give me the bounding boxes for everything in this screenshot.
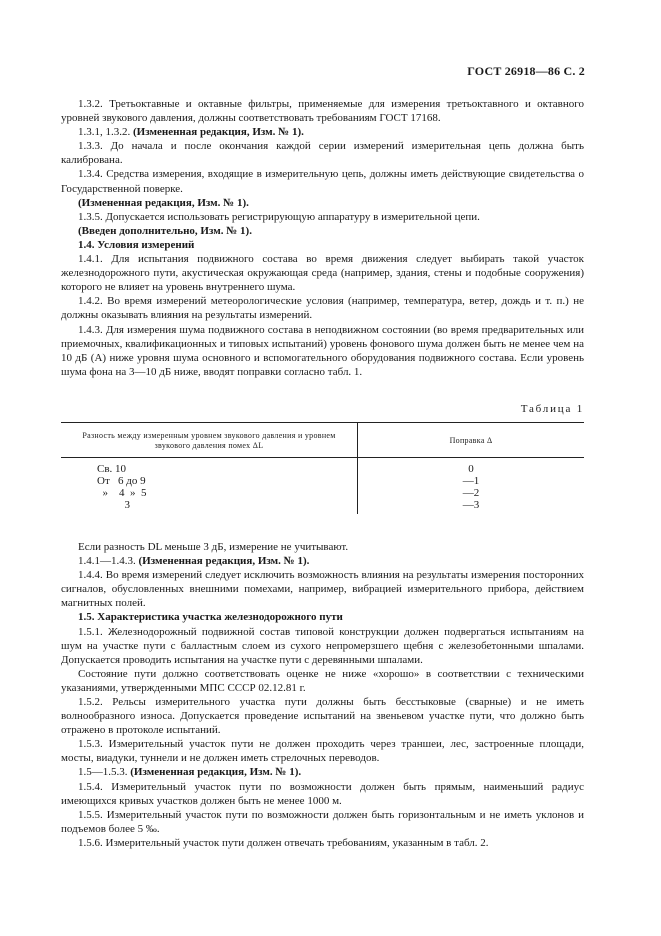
paragraph: 1.5—1.5.3. (Измененная редакция, Изм. № 1). — [78, 766, 302, 779]
paragraph: 1.5.5. Измерительный участок пути по возможности должен быть горизонтальным и не иметь уклонов и подъемов более 5 ‰. — [61, 808, 584, 835]
table-cell-range: Св. 10 — [61, 457, 358, 475]
paragraph: 1.5.6. Измерительный участок пути должен отвечать требованиям, указанным в табл. 2. — [78, 836, 489, 849]
table-header-row — [61, 422, 584, 457]
table-row — [61, 487, 584, 499]
amendment-note: (Измененная редакция, Изм. № 1). — [130, 766, 302, 779]
paragraph: 1.3.2. Третьоктавные и октавные фильтры, применяемые для измерения третьоктавного и октавного уровней звукового давления, должны соответствовать требованиям ГОСТ 17168. — [61, 98, 584, 125]
section-heading: 1.5. Характеристика участка железнодорожного пути — [78, 611, 343, 624]
section-1-4-1-5 — [61, 540, 584, 850]
table-header-difference: Разность между измеренным уровнем звукового давления и уровнем звукового давления помех ΔL — [61, 422, 358, 457]
paragraph: 1.5.3. Измерительный участок пути не должен проходить через траншеи, лес, застроенные площади, мосты, виадуки, туннели и не должен иметь стрелочных переводов. — [61, 738, 584, 765]
section-heading: 1.4. Условия измерений — [78, 238, 195, 251]
paragraph: 1.5.4. Измерительный участок пути по возможности должен быть прямым, наименьший радиус имеющихся кривых участков должен быть не менее 1000 м. — [61, 780, 584, 807]
paragraph: 1.5.2. Рельсы измерительного участка пути должны быть бесстыковые (сварные) и не иметь волнообразного износа. Допускается проведение испытаний на звеньевом участке пути, что должно быть отражено в протоколе испытаний. — [61, 696, 584, 737]
paragraph: 1.4.1. Для испытания подвижного состава во время движения следует выбирать такой участок железнодорожного пути, акустическая окружающая среда (например, здания, стены и подобные сооружения) которого не влияет на уровень внутреннего шума. — [61, 253, 584, 294]
paragraph: 1.4.2. Во время измерений метеорологические условия (например, температура, ветер, дождь и т. п.) не должны оказывать влияния на результаты измерений. — [61, 295, 584, 322]
amendment-note: (Измененная редакция, Изм. № 1). — [133, 126, 304, 139]
table-row — [61, 457, 584, 475]
table-cell-correction: —1 — [462, 474, 480, 487]
amendment-note: (Введен дополнительно, Изм. № 1). — [78, 224, 252, 237]
paragraph: 1.5.1. Железнодорожный подвижной состав типовой конструкции должен подвергаться испытаниям на шум на участке пути с балластным слоем из сухого непромерзшего щебня с железобетонными шпалами. Допускается проводить испытания на участке пути с деревянными шпалами. — [61, 625, 584, 666]
table-cell-correction: —2 — [462, 486, 480, 499]
page-header: ГОСТ 26918—86 С. 2 — [467, 64, 585, 78]
amendment-note: (Измененная редакция, Изм. № 1). — [78, 196, 249, 209]
table-row — [61, 475, 584, 487]
paragraph: Если разность DL меньше 3 дБ, измерение не учитывают. — [78, 540, 349, 553]
document-body — [61, 97, 584, 850]
table-header-correction: Поправка Δ — [449, 435, 493, 445]
paragraph: Состояние пути должно соответствовать оценке не ниже «хорошо» в соответствии с техническими указаниями, утвержденными МПС СССР 02.12.81 г. — [61, 667, 584, 694]
paragraph: 1.4.3. Для измерения шума подвижного состава в неподвижном состоянии (во время предварительных или приемочных, квалификационных и типовых испытаний) уровень фонового шума должен быть не менее чем на 10 дБ (А) ниже уровня шума основного и вспомогательного оборудования подвижного состава. Если уровень шума фона на 3—10 дБ ниже, вводят поправки согласно табл. 1. — [61, 323, 584, 378]
amendment-note: (Измененная редакция, Изм. № 1). — [138, 555, 310, 568]
table-cell-correction: —3 — [462, 498, 480, 511]
paragraph: 1.3.1, 1.3.2. (Измененная редакция, Изм. № 1). — [78, 126, 304, 139]
table-row — [61, 499, 584, 514]
paragraph: 1.3.5. Допускается использовать регистрирующую аппаратуру в измерительной цепи. — [78, 210, 480, 223]
paragraph: 1.4.4. Во время измерений следует исключить возможность влияния на результаты измерения посторонних сигналов, обусловленных внешними помехами, например, вибрацией измерительного прибора, действием магнитных полей. — [61, 569, 584, 610]
paragraph: 1.3.3. До начала и после окончания каждой серии измерений измерительная цепь должна быть калибрована. — [61, 140, 584, 167]
paragraph: 1.4.1—1.4.3. (Измененная редакция, Изм. № 1). — [78, 555, 310, 568]
table-cell-range: » 4 » 5 — [61, 487, 358, 499]
table-cell-correction: 0 — [468, 462, 474, 475]
paragraph: 1.3.4. Средства измерения, входящие в измерительную цепь, должны иметь действующие свидетельства о Государственной поверке. — [61, 168, 584, 195]
correction-table — [61, 422, 584, 514]
section-1-3-1-4 — [61, 97, 584, 379]
table-cell-range: От 6 до 9 — [61, 475, 358, 487]
table-caption: Таблица 1 — [520, 402, 584, 415]
table-cell-range: 3 — [61, 499, 358, 514]
